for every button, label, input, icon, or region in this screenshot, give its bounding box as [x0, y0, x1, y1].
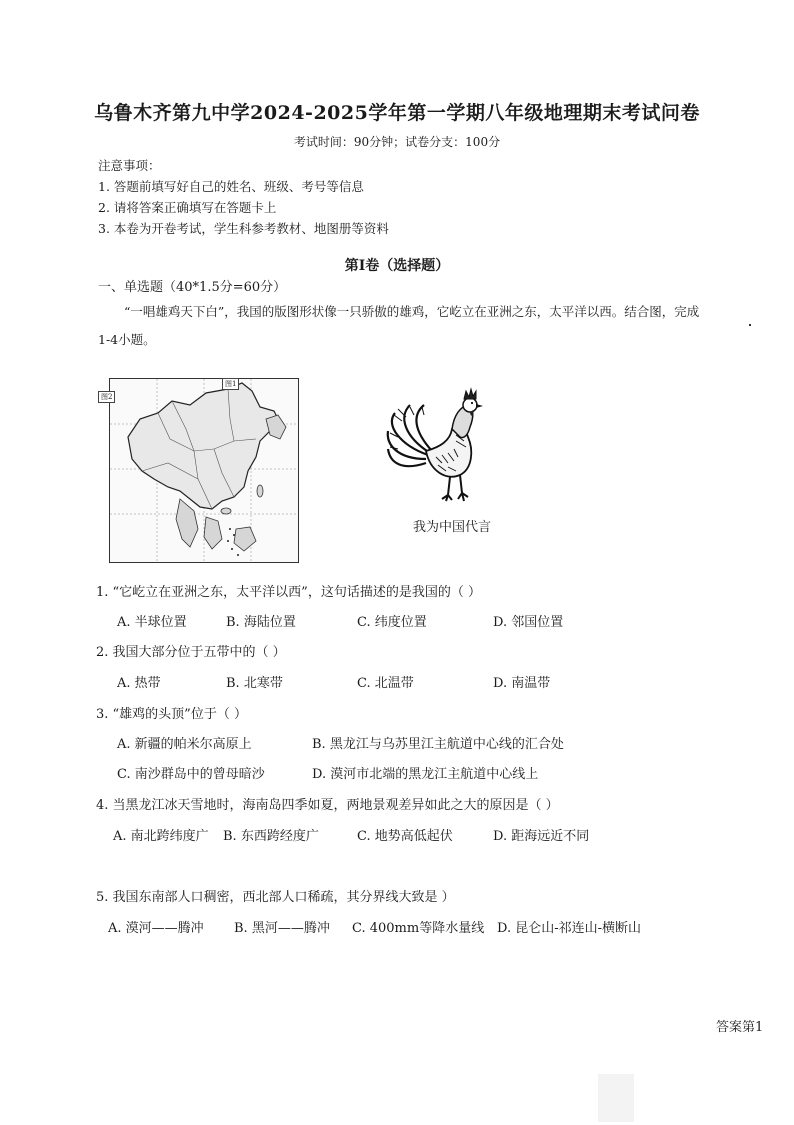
- exam-title: 乌鲁木齐第九中学2024-2025学年第一学期八年级地理期末考试问卷: [94, 102, 700, 124]
- map-label: 图1: [222, 378, 239, 390]
- question-intro: [98, 298, 748, 354]
- question-2: 2. 我国大部分位于五带中的（ ）: [96, 645, 286, 660]
- option-d[interactable]: D. 昆仑山-祁连山-横断山: [497, 921, 642, 936]
- scan-mark: [749, 324, 751, 326]
- option-a[interactable]: A. 半球位置: [117, 615, 187, 630]
- option-c[interactable]: C. 400mm等降水量线: [352, 921, 485, 936]
- notes-block: [98, 155, 389, 239]
- option-d[interactable]: D. 邻国位置: [493, 615, 564, 630]
- intro-line: “一唱雄鸡天下白”，我国的版图形状像一只骄傲的雄鸡，它屹立在亚洲之东，太平洋以西。结合图，完成: [124, 304, 700, 319]
- question-3: 3. “雄鸡的头顶”位于（ ）: [96, 707, 247, 722]
- section-title: 第Ⅰ卷（选择题）: [344, 258, 450, 274]
- option-b[interactable]: B. 东西跨经度广: [223, 829, 319, 844]
- notes-heading: 注意事项：: [98, 158, 161, 173]
- option-b[interactable]: B. 海陆位置: [226, 615, 296, 630]
- option-a[interactable]: A. 南北跨纬度广: [113, 829, 209, 844]
- part-title: 一、单选题（40*1.5分=60分）: [98, 280, 287, 295]
- notes-item: 3. 本卷为开卷考试，学生科参考教材、地图册等资料: [98, 221, 389, 236]
- question-5: 5. 我国东南部人口稠密，西北部人口稀疏，其分界线大致是 ）: [96, 890, 455, 905]
- china-map-graphic: [110, 379, 298, 562]
- question-4: 4. 当黑龙江冰天雪地时，海南岛四季如夏，两地景观差异如此之大的原因是（ ）: [96, 798, 559, 813]
- option-b[interactable]: B. 黑龙江与乌苏里江主航道中心线的汇合处: [312, 737, 564, 752]
- map-label: 图2: [98, 391, 115, 403]
- exam-subtitle: 考试时间：90分钟；试卷分支：100分: [293, 135, 501, 149]
- page-footer: 答案第1: [716, 1020, 764, 1035]
- question-1: 1. “它屹立在亚洲之东，太平洋以西”，这句话描述的是我国的（ ）: [96, 585, 481, 600]
- intro-line: 1-4小题。: [98, 332, 156, 347]
- china-map-figure: [101, 378, 299, 563]
- notes-item: 1. 答题前填写好自己的姓名、班级、考号等信息: [98, 179, 364, 194]
- option-d[interactable]: D. 距海远近不同: [493, 829, 590, 844]
- option-a[interactable]: A. 漠河——腾冲: [108, 921, 204, 936]
- scan-smudge: [598, 1074, 634, 1122]
- option-a[interactable]: A. 新疆的帕米尔高原上: [117, 737, 252, 752]
- figure-caption: 我为中国代言: [413, 520, 492, 535]
- option-d[interactable]: D. 漠河市北端的黑龙江主航道中心线上: [312, 767, 539, 782]
- option-c[interactable]: C. 纬度位置: [357, 615, 427, 630]
- rooster-illustration: [380, 385, 495, 505]
- notes-item: 2. 请将答案正确填写在答题卡上: [98, 200, 277, 215]
- option-b[interactable]: B. 黑河——腾冲: [234, 921, 330, 936]
- option-a[interactable]: A. 热带: [117, 676, 161, 691]
- option-b[interactable]: B. 北寒带: [226, 676, 283, 691]
- option-c[interactable]: C. 南沙群岛中的曾母暗沙: [117, 767, 265, 782]
- option-c[interactable]: C. 地势高低起伏: [357, 829, 453, 844]
- option-c[interactable]: C. 北温带: [357, 676, 414, 691]
- option-d[interactable]: D. 南温带: [493, 676, 551, 691]
